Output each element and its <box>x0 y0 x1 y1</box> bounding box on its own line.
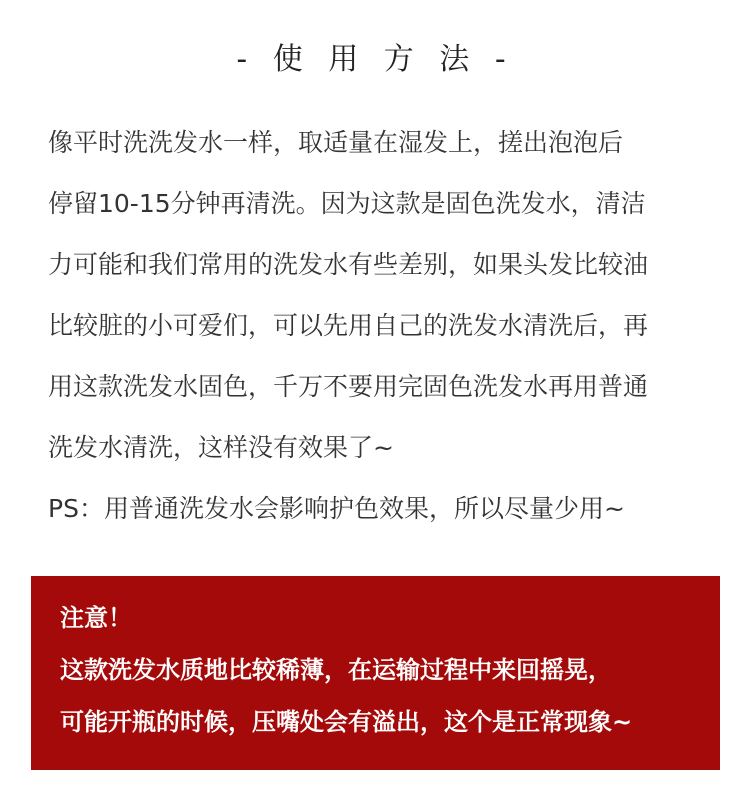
instruction-line: 停留10-15分钟再清洗。因为这款是固色洗发水，清洁 <box>48 189 646 218</box>
instruction-line: 像平时洗洗发水一样，取适量在湿发上，搓出泡泡后 <box>48 128 624 157</box>
instruction-line: 用这款洗发水固色，千万不要用完固色洗发水再用普通 <box>48 372 649 401</box>
instruction-line: 洗发水清洗，这样没有效果了~ <box>48 433 394 462</box>
instruction-line: 力可能和我们常用的洗发水有些差别，如果头发比较油 <box>48 250 649 279</box>
usage-instructions <box>48 112 708 539</box>
notice-heading: 注意！ <box>60 604 132 632</box>
ps-note: PS：用普通洗发水会影响护色效果，所以尽量少用~ <box>48 494 625 523</box>
notice-box <box>31 576 720 770</box>
instruction-line: 比较脏的小可爱们，可以先用自己的洗发水清洗后，再 <box>48 311 649 340</box>
section-title: - 使 用 方 法 - <box>236 42 514 77</box>
notice-line: 这款洗发水质地比较稀薄，在运输过程中来回摇晃， <box>60 656 612 684</box>
notice-line: 可能开瓶的时候，压嘴处会有溢出，这个是正常现象~ <box>60 708 633 736</box>
